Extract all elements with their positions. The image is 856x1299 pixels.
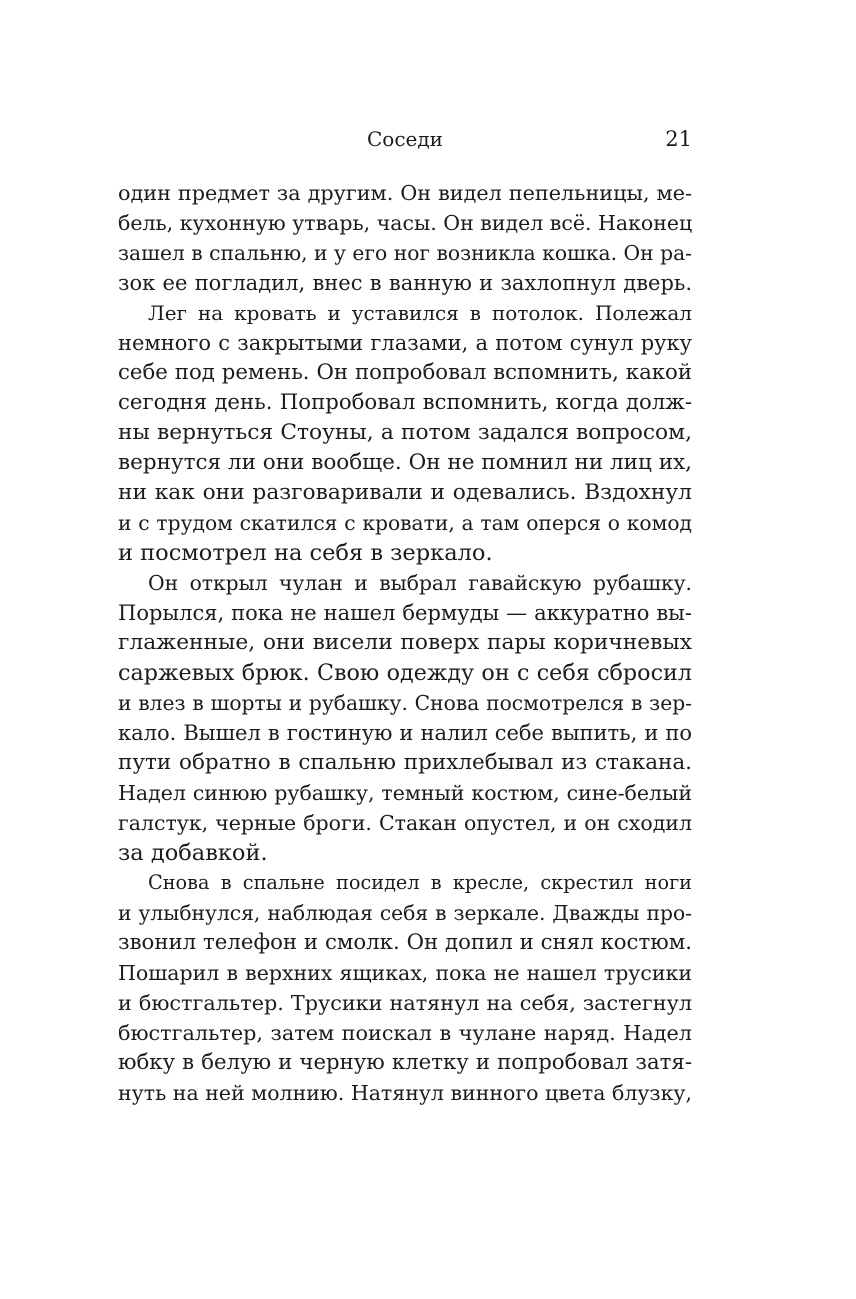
text-line: зок ее погладил, внес в ванную и захлопнул дверь. xyxy=(118,271,692,295)
text-line: Порылся, пока не нашел бермуды — аккуратно вы- xyxy=(118,601,692,625)
text-line: и посмотрел на себя в зеркало. xyxy=(118,540,493,566)
text-line: нуть на ней молнию. Натянул винного цвета блузку, xyxy=(118,1081,692,1105)
paragraph xyxy=(118,868,692,1108)
text-line: себе под ремень. Он попробовал вспомнить, какой xyxy=(118,360,692,385)
page-number: 21 xyxy=(665,127,692,151)
text-line: Снова в спальне посидел в кресле, скрестил ноги xyxy=(148,871,692,894)
text-line: саржевых брюк. Свою одежду он с себя сбросил xyxy=(118,660,692,686)
running-header xyxy=(118,124,692,154)
text-line: и улыбнулся, наблюдая себя в зеркале. Дважды про- xyxy=(118,901,692,925)
text-line: бель, кухонную утварь, часы. Он видел всё. Наконец xyxy=(118,211,693,235)
text-line: глаженные, они висели поверх пары коричневых xyxy=(118,630,692,655)
paragraph xyxy=(118,568,692,868)
text-line: Надел синюю рубашку, темный костюм, сине-белый xyxy=(118,781,692,805)
text-line: Пошарил в верхних ящиках, пока не нашел трусики xyxy=(118,961,692,985)
text-line: сегодня день. Попробовал вспомнить, когда долж- xyxy=(118,390,692,415)
text-line: пути обратно в спальню прихлебывал из стакана. xyxy=(118,750,692,775)
text-line: один предмет за другим. Он видел пепельницы, ме- xyxy=(118,181,692,205)
text-line: и влез в шорты и рубашку. Снова посмотрелся в зер- xyxy=(118,691,692,715)
text-line: и бюстгальтер. Трусики натянул на себя, застегнул xyxy=(118,991,692,1015)
text-line: вернутся ли они вообще. Он не помнил ни лиц их, xyxy=(118,450,692,475)
text-line: юбку в белую и черную клетку и попробовал затя- xyxy=(118,1050,692,1075)
text-line: зашел в спальню, и у его ног возникла кошка. Он ра- xyxy=(118,241,692,265)
paragraph xyxy=(118,298,692,568)
running-title: Соседи xyxy=(366,127,444,151)
text-line: Он открыл чулан и выбрал гавайскую рубашку. xyxy=(148,571,692,595)
text-line: бюстгальтер, затем поискал в чулане наряд. Надел xyxy=(118,1021,692,1045)
body-text xyxy=(118,178,692,1108)
text-line: за добавкой. xyxy=(118,840,268,866)
text-line: ни как они разговаривали и одевались. Вздохнул xyxy=(118,480,692,505)
text-line: звонил телефон и смолк. Он допил и снял костюм. xyxy=(118,930,692,955)
text-line: кало. Вышел в гостиную и налил себе выпить, и по xyxy=(118,721,692,745)
paragraph xyxy=(118,178,692,298)
text-line: немного с закрытыми глазами, а потом сунул руку xyxy=(118,331,692,355)
text-line: Лег на кровать и уставился в потолок. Полежал xyxy=(148,301,692,325)
text-line: и с трудом скатился с кровати, а там оперся о комод xyxy=(118,511,692,535)
text-line: ны вернуться Стоуны, а потом задался вопросом, xyxy=(118,420,692,445)
text-line: галстук, черные броги. Стакан опустел, и он сходил xyxy=(118,811,692,835)
